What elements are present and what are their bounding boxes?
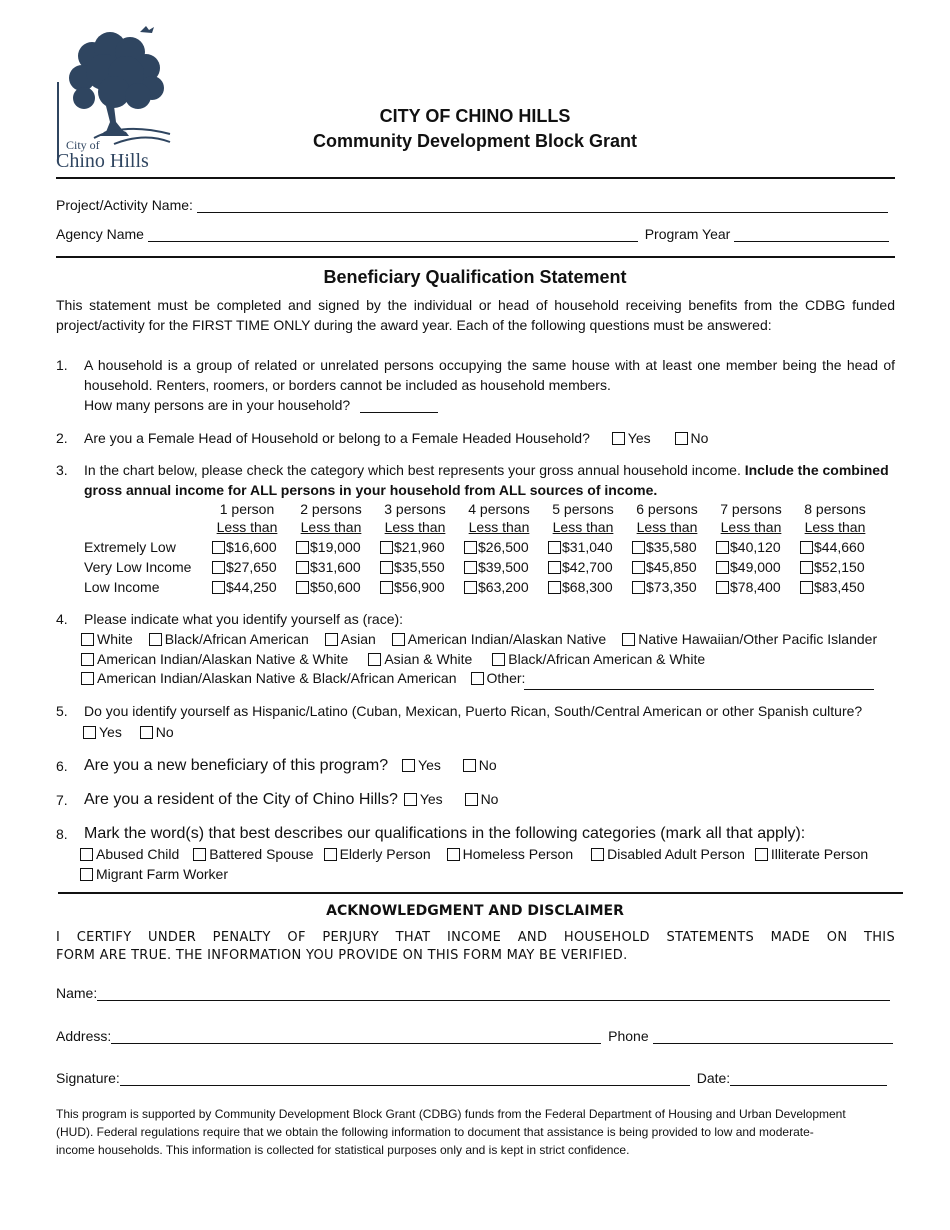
q2-no-option[interactable] [675,430,709,446]
q6-question: Are you a new beneficiary of this program? [84,757,389,774]
q8-question: Mark the word(s) that best describes our qualifications in the following categories (mark all that apply): [84,825,806,842]
race-r1-label-3: American Indian/Alaskan Native [407,631,607,647]
category-r1-checkbox-1[interactable] [193,848,206,861]
q2-question: Are you a Female Head of Household or belong to a Female Headed Household? [84,430,590,446]
acknowledgment-divider [58,892,903,894]
q1-line2: household. Renters, roomers, or borders cannot be included as household members. [84,377,611,393]
income-option[interactable] [212,579,277,595]
income-threshold: $16,600 [226,539,277,555]
race-r3-label-0: American Indian/Alaskan Native & Black/African American [97,670,457,686]
q4-number: 4. [56,611,68,627]
q7-no-checkbox[interactable] [465,793,478,806]
income-column-header: 6 persons [636,501,698,517]
income-option[interactable] [632,579,697,595]
income-threshold: $78,400 [730,579,781,595]
income-column-header: 3 persons [384,501,446,517]
income-checkbox[interactable] [800,581,813,594]
income-threshold: $44,660 [814,539,865,555]
project-name-label: Project/Activity Name: [56,197,193,213]
q1-question: How many persons are in your household? [84,397,351,413]
q1-line1: A household is a group of related or unrelated persons occupying the same house with at least one member being the head of [84,357,895,373]
income-option[interactable] [716,559,781,575]
income-column-subheader: Less than [636,519,698,535]
income-row-label: Extremely Low [84,539,176,555]
statement-intro-2: project/activity for the FIRST TIME ONLY during the award year. Each of the following questions must be answered: [56,317,772,333]
acknowledgment-line2: FORM ARE TRUE. THE INFORMATION YOU PROVIDE ON THIS FORM MAY BE VERIFIED. [56,948,628,963]
q2-yes-checkbox[interactable] [612,432,625,445]
income-option[interactable] [296,539,361,555]
race-r2-option-0[interactable] [81,651,348,667]
name-row [56,985,890,1001]
q5-question: Do you identify yourself as Hispanic/Latino (Cuban, Mexican, Puerto Rican, South/Central American or other Spanish culture? [84,703,863,719]
q7-no-label: No [480,791,499,807]
income-column-subheader: Less than [216,519,278,535]
income-row-label: Low Income [84,579,160,595]
income-checkbox[interactable] [212,541,225,554]
income-checkbox[interactable] [800,561,813,574]
income-checkbox[interactable] [380,541,393,554]
q7-number: 7. [56,792,68,808]
race-r3-option-0[interactable] [81,670,457,686]
q6-yes-option[interactable] [402,757,441,773]
category-r1-label-0: Abused Child [96,846,180,862]
income-threshold: $49,000 [730,559,781,575]
project-name-field[interactable] [197,199,888,213]
address-label: Address: [56,1028,112,1044]
category-r1-checkbox-4[interactable] [591,848,604,861]
race-r1-option-4[interactable] [622,631,877,647]
q1-number: 1. [56,357,68,373]
income-option[interactable] [800,579,865,595]
income-option[interactable] [212,539,277,555]
income-row-label: Very Low Income [84,559,192,575]
income-threshold: $73,350 [646,579,697,595]
category-r1-checkbox-0[interactable] [80,848,93,861]
income-column-subheader: Less than [300,519,362,535]
category-r1-option-5[interactable] [755,846,868,862]
program-year-label: Program Year [644,226,731,242]
income-option[interactable] [632,539,697,555]
phone-label: Phone [608,1028,649,1044]
income-option[interactable] [212,559,277,575]
acknowledgment-line1: I CERTIFY UNDER PENALTY OF PERJURY THAT INCOME AND HOUSEHOLD STATEMENTS MADE ON THIS [56,930,895,945]
income-threshold: $31,040 [562,539,613,555]
agency-name-label: Agency Name [56,226,144,242]
q2-yes-label: Yes [627,430,651,446]
program-year-field[interactable] [734,228,889,242]
race-r3-checkbox-1[interactable] [471,672,484,685]
footer-line1: This program is supported by Community Development Block Grant (CDBG) funds from the Federal Department of Housing and Urban Development [56,1107,846,1121]
income-checkbox[interactable] [296,541,309,554]
q2-no-checkbox[interactable] [675,432,688,445]
income-column-subheader: Less than [552,519,614,535]
race-r1-option-0[interactable] [81,631,133,647]
category-r2-label-0: Migrant Farm Worker [96,866,228,882]
income-column-subheader: Less than [804,519,866,535]
page-title: CITY OF CHINO HILLS [379,106,571,126]
statement-title: Beneficiary Qualification Statement [323,267,627,287]
income-checkbox[interactable] [380,581,393,594]
race-r2-label-1: Asian & White [384,651,473,667]
income-column-subheader: Less than [468,519,530,535]
income-threshold: $35,580 [646,539,697,555]
category-r1-option-4[interactable] [591,846,745,862]
race-r2-option-1[interactable] [368,651,472,667]
income-option[interactable] [632,559,697,575]
statement-intro-1: This statement must be completed and signed by the individual or head of household receiving benefits from the CDBG funded [56,297,895,313]
income-checkbox[interactable] [716,561,729,574]
income-threshold: $42,700 [562,559,613,575]
category-r1-option-0[interactable] [80,846,179,862]
q7-row [84,791,498,809]
race-r2-label-0: American Indian/Alaskan Native & White [97,651,349,667]
agency-row [56,226,889,242]
category-r2-option-0[interactable] [80,866,228,882]
race-r1-option-3[interactable] [392,631,606,647]
income-threshold: $35,550 [394,559,445,575]
q7-question: Are you a resident of the City of Chino Hills? [84,791,398,808]
income-option[interactable] [296,579,361,595]
q3-line1 [84,462,889,478]
category-r1-label-5: Illiterate Person [770,846,869,862]
household-size-field[interactable] [360,399,438,413]
category-r1-checkbox-2[interactable] [324,848,337,861]
q6-no-option[interactable] [463,757,497,773]
income-option[interactable] [296,559,361,575]
race-r3-checkbox-0[interactable] [81,672,94,685]
income-column-header: 5 persons [552,501,614,517]
race-r1-option-2[interactable] [325,631,376,647]
q2-no-label: No [690,430,709,446]
income-threshold: $39,500 [478,559,529,575]
income-threshold: $27,650 [226,559,277,575]
acknowledgment-title: ACKNOWLEDGMENT AND DISCLAIMER [326,903,624,919]
race-r1-checkbox-1[interactable] [149,633,162,646]
q8-number: 8. [56,826,68,842]
income-checkbox[interactable] [548,561,561,574]
signature-row [56,1070,887,1086]
income-checkbox[interactable] [464,561,477,574]
q8-row2 [80,866,228,882]
q3-number: 3. [56,462,68,478]
income-column-header: 8 persons [804,501,866,517]
race-r1-option-1[interactable] [149,631,309,647]
other-race-field[interactable] [524,676,874,690]
income-threshold: $83,450 [814,579,865,595]
income-threshold: $50,600 [310,579,361,595]
race-r1-checkbox-0[interactable] [81,633,94,646]
income-checkbox[interactable] [380,561,393,574]
income-checkbox[interactable] [212,561,225,574]
q5-no-label: No [155,724,174,740]
q7-yes-label: Yes [419,791,443,807]
race-r3-label-1: Other: [486,670,526,686]
income-column-header: 7 persons [720,501,782,517]
q1-line3 [84,397,438,413]
category-r1-option-2[interactable] [324,846,431,862]
income-option[interactable] [716,579,781,595]
income-option[interactable] [800,539,865,555]
footer-line3: income households. This information is collected for statistical purposes only and is kept in strict confidence. [56,1143,630,1157]
category-r1-label-2: Elderly Person [339,846,431,862]
race-r2-checkbox-2[interactable] [492,653,505,666]
q5-yes-checkbox[interactable] [83,726,96,739]
income-column-header: 1 person [219,501,275,517]
signature-label: Signature: [56,1070,120,1086]
income-threshold: $56,900 [394,579,445,595]
income-checkbox[interactable] [548,541,561,554]
category-r1-label-4: Disabled Adult Person [607,846,745,862]
income-threshold: $52,150 [814,559,865,575]
q3-line2: gross annual income for ALL persons in your household from ALL sources of income. [84,482,658,498]
q7-yes-checkbox[interactable] [404,793,417,806]
race-r3-option-1[interactable] [471,670,526,686]
income-checkbox[interactable] [632,561,645,574]
date-field[interactable] [730,1072,887,1086]
income-option[interactable] [800,559,865,575]
section-divider [56,256,895,258]
income-option[interactable] [464,539,529,555]
q7-yes-option[interactable] [404,791,443,807]
logo-line1: City of [66,138,100,152]
race-r1-label-2: Asian [340,631,376,647]
income-option[interactable] [464,579,529,595]
income-threshold: $44,250 [226,579,277,595]
q4-row2 [81,651,705,667]
category-r1-option-1[interactable] [193,846,313,862]
income-threshold: $68,300 [562,579,613,595]
race-r1-checkbox-2[interactable] [325,633,338,646]
q4-row1 [81,631,877,647]
income-checkbox[interactable] [716,581,729,594]
q7-no-option[interactable] [465,791,499,807]
race-r1-label-4: Native Hawaiian/Other Pacific Islander [638,631,878,647]
income-threshold: $31,600 [310,559,361,575]
income-column-subheader: Less than [720,519,782,535]
logo-line2: Chino Hills [56,150,149,172]
category-r1-checkbox-3[interactable] [447,848,460,861]
race-r1-label-0: White [97,631,133,647]
income-checkbox[interactable] [464,541,477,554]
date-label: Date: [696,1070,731,1086]
q2-row [84,430,708,446]
income-threshold: $19,000 [310,539,361,555]
income-option[interactable] [548,539,613,555]
q5-yes-option[interactable] [83,724,122,740]
income-threshold: $45,850 [646,559,697,575]
income-option[interactable] [380,579,445,595]
q4-question: Please indicate what you identify yourself as (race): [84,611,404,627]
agency-name-field[interactable] [148,228,638,242]
income-threshold: $21,960 [394,539,445,555]
category-r1-label-1: Battered Spouse [209,846,314,862]
q8-row1 [80,846,868,862]
q3-line1-normal: In the chart below, please check the category which best represents your gross annual household income. [84,462,741,478]
race-r2-label-2: Black/African American & White [508,651,706,667]
category-r1-option-3[interactable] [447,846,574,862]
income-column-subheader: Less than [384,519,446,535]
race-r1-checkbox-3[interactable] [392,633,405,646]
phone-field[interactable] [653,1030,893,1044]
footer-line2: (HUD). Federal regulations require that we obtain the following information to document that assistance is being provided to low and moderate- [56,1125,814,1139]
income-checkbox[interactable] [296,561,309,574]
race-r1-label-1: Black/African American [164,631,309,647]
signature-field[interactable] [120,1072,690,1086]
race-r2-option-2[interactable] [492,651,705,667]
income-column-header: 4 persons [468,501,530,517]
race-r2-checkbox-0[interactable] [81,653,94,666]
income-checkbox[interactable] [716,541,729,554]
category-r1-label-3: Homeless Person [462,846,574,862]
q6-yes-checkbox[interactable] [402,759,415,772]
q5-no-checkbox[interactable] [140,726,153,739]
income-checkbox[interactable] [464,581,477,594]
name-field[interactable] [97,987,890,1001]
income-option[interactable] [380,539,445,555]
q6-yes-label: Yes [418,757,441,773]
income-option[interactable] [464,559,529,575]
name-label: Name: [56,985,98,1001]
q6-number: 6. [56,758,68,774]
q5-yes-label: Yes [99,724,122,740]
q3-line1-bold: Include the combined [744,462,889,478]
q2-yes-option[interactable] [612,430,651,446]
page-subtitle: Community Development Block Grant [312,131,638,151]
q5-number: 5. [56,703,68,719]
income-checkbox[interactable] [296,581,309,594]
q6-no-label: No [478,757,497,773]
income-threshold: $63,200 [478,579,529,595]
q4-row3 [81,670,525,686]
race-r2-checkbox-1[interactable] [368,653,381,666]
income-checkbox[interactable] [632,581,645,594]
project-name-row [56,197,888,213]
income-option[interactable] [548,579,613,595]
income-checkbox[interactable] [800,541,813,554]
income-option[interactable] [548,559,613,575]
income-option[interactable] [716,539,781,555]
income-checkbox[interactable] [548,581,561,594]
income-checkbox[interactable] [632,541,645,554]
income-table [84,501,884,601]
income-threshold: $40,120 [730,539,781,555]
category-r2-checkbox-0[interactable] [80,868,93,881]
income-option[interactable] [380,559,445,575]
header-divider [56,177,895,179]
q6-row [84,757,497,775]
income-checkbox[interactable] [212,581,225,594]
q2-number: 2. [56,430,68,446]
address-field[interactable] [111,1030,601,1044]
category-r1-checkbox-5[interactable] [755,848,768,861]
race-r1-checkbox-4[interactable] [622,633,635,646]
q5-no-option[interactable] [140,724,174,740]
income-column-header: 2 persons [300,501,362,517]
income-threshold: $26,500 [478,539,529,555]
q5-options [83,724,174,740]
q6-no-checkbox[interactable] [463,759,476,772]
address-row [56,1028,893,1044]
